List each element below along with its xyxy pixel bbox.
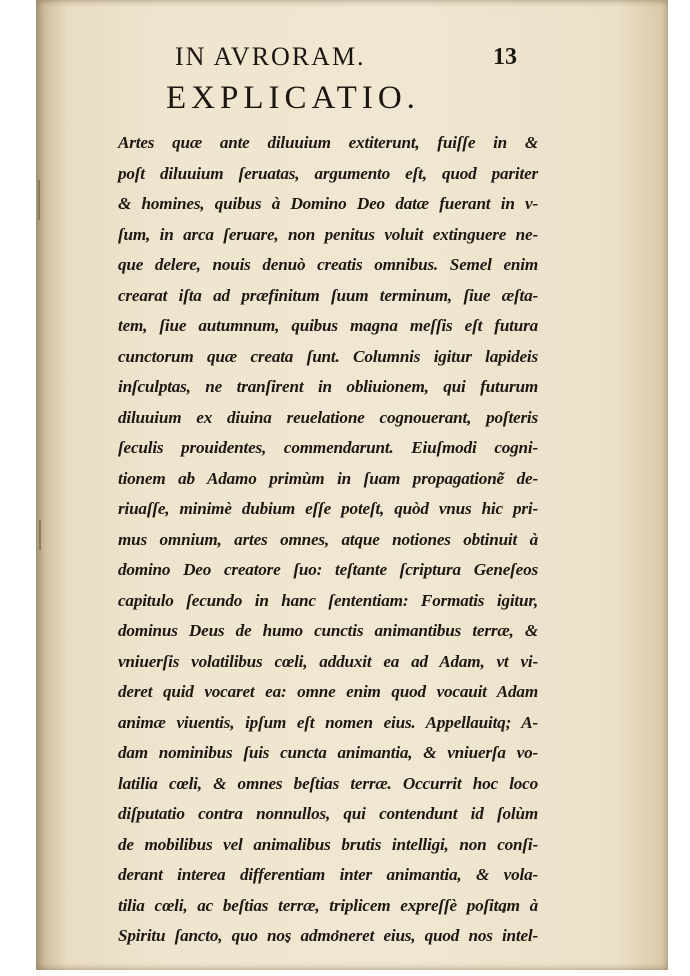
text-line: tionem ab Adamo primùm in ſuam propagationẽ de- [118,468,538,488]
text-line: dominus Deus de humo cunctis animantibus terræ, & [118,621,538,640]
text-line: cunctorum quæ creata ſunt. Columnis igitur lapideis [118,346,538,366]
text-line: de mobilibus vel animalibus brutis intelligi, non conſi- [118,834,538,854]
text-line: que delere, nouis denuò creatis omnibus. Semel enim [118,255,538,274]
text-line: deret quid vocaret ea: omne enim quod vocauit Adam [118,682,538,701]
text-line: Spiritu ſancto, quo nos admoneret eius, quod nos intel- [118,926,538,945]
running-head: IN AVRORAM. [175,42,366,71]
text-line: riuaſſe, minimè dubium eſſe poteſt, quòd vnus hic pri- [118,499,538,518]
body-text [118,128,538,952]
text-line: mus omnium, artes omnes, atque notiones obtinuit à [118,529,538,549]
text-line: & homines, quibus à Domino Deo datæ fuerant in v- [118,194,538,213]
text-line: ſeculis prouidentes, commendarunt. Eiuſmodi cogni- [118,438,538,457]
text-line: tilia cœli, ac beſtias terræ, triplicem expreſſè poſitam à [118,895,538,915]
text-line: Artes quæ ante diluuium extiterunt, fuiſſe in & [118,133,538,152]
text-line: latilia cœli, & omnes beſtias terræ. Occurrit hoc loco [118,773,538,793]
text-line: capitulo ſecundo in hanc ſententiam: Formatis igitur, [118,590,538,610]
text-line: animæ viuentis, ipſum eſt nomen eius. Appellauitq; A- [118,712,538,732]
text-line: tem, ſiue autumnum, quibus magna meſſis eſt futura [118,316,538,335]
text-line: dam nominibus ſuis cuncta animantia, & vniuerſa vo- [118,743,538,762]
page-edge-mark [39,520,41,550]
text-line: vniuerſis volatilibus cœli, adduxit ea ad Adam, vt vi- [118,651,538,671]
page-edge-mark [38,180,40,220]
text-line: poſt diluuium ſeruatas, argumento eſt, quod pariter [118,163,538,183]
section-heading: EXPLICATIO. [166,80,420,116]
text-line: diluuium ex diuina reuelatione cognouerant, poſteris [118,407,538,427]
text-line: derant interea differentiam inter animantia, & vola- [118,865,538,884]
text-line: diſputatio contra nonnullos, qui contendunt id ſolùm [118,804,538,823]
page-number: 13 [493,44,517,70]
text-line: domino Deo creatore ſuo: teſtante ſcriptura Geneſeos [118,560,538,579]
text-line: inſculptas, ne tranſirent in obliuionem, qui futurum [118,377,538,396]
text-line: crearat iſta ad præfinitum ſuum terminum, ſiue æſta- [118,285,538,305]
text-line: ſum, in arca ſeruare, non penitus voluit extinguere ne- [118,224,538,244]
